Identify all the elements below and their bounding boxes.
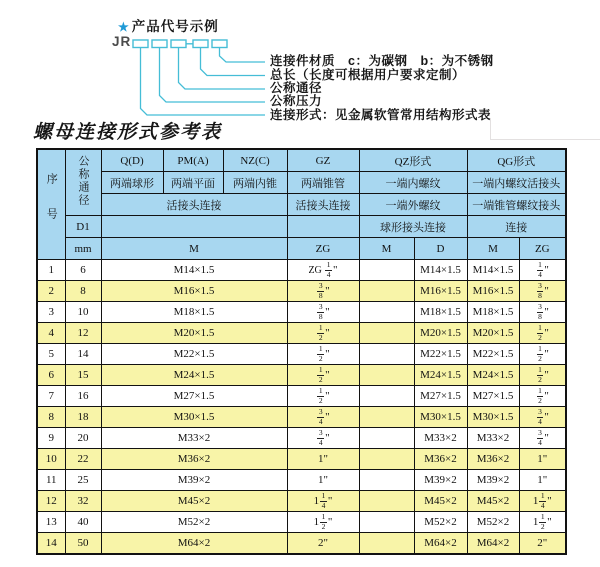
header-blank-gz (287, 216, 359, 238)
cell-m: M22×1.5 (101, 344, 287, 365)
header-seq: 序号 (37, 149, 65, 260)
cell-m: M18×1.5 (101, 302, 287, 323)
table-row (37, 491, 566, 512)
cell-m: M27×1.5 (101, 386, 287, 407)
cell-m: M45×2 (101, 491, 287, 512)
cell-seq: 1 (37, 260, 65, 281)
table-header (37, 149, 566, 260)
cell-qz-m (359, 491, 414, 512)
cell-qg-m: M18×1.5 (467, 302, 519, 323)
cell-qg-zg: $\frac{3}{8}$ " (519, 281, 566, 302)
cell-gz: 1 $\frac{1}{4}$ " (287, 491, 359, 512)
cell-dn: 16 (65, 386, 101, 407)
cell-gz: $\frac{3}{4}$ " (287, 428, 359, 449)
header-code-nz: NZ(C) (223, 149, 287, 172)
header-desc-qg2: 一端锥管螺纹接头 (467, 194, 566, 216)
header-unit-qz-d: D (414, 238, 467, 260)
table-row (37, 323, 566, 344)
cell-m: M30×1.5 (101, 407, 287, 428)
cell-gz: ZG $\frac{1}{4}$ " (287, 260, 359, 281)
cell-m: M24×1.5 (101, 365, 287, 386)
table-row (37, 533, 566, 555)
cell-gz: 1 $\frac{1}{2}$ " (287, 512, 359, 533)
cell-m: M39×2 (101, 470, 287, 491)
code-box (152, 40, 167, 48)
cell-seq: 11 (37, 470, 65, 491)
header-desc-qg1: 一端内螺纹活接头 (467, 172, 566, 194)
table-row (37, 281, 566, 302)
cell-qz-d: M14×1.5 (414, 260, 467, 281)
table-row (37, 470, 566, 491)
header-code-qg: QG形式 (467, 149, 566, 172)
cell-qg-m: M24×1.5 (467, 365, 519, 386)
header-unit-zg: ZG (287, 238, 359, 260)
cell-seq: 7 (37, 386, 65, 407)
cell-qz-m (359, 260, 414, 281)
cell-dn: 20 (65, 428, 101, 449)
header-unit-m: M (101, 238, 287, 260)
diagram-label-length: 总长（长度可根据用户要求定制） (270, 68, 466, 82)
cell-dn: 32 (65, 491, 101, 512)
header-desc-qz2: 一端外螺纹 (359, 194, 467, 216)
cell-seq: 3 (37, 302, 65, 323)
cell-dn: 40 (65, 512, 101, 533)
diagram-label-pressure: 公称压力 (270, 94, 323, 108)
cell-qg-m: M14×1.5 (467, 260, 519, 281)
cell-gz: 2" (287, 533, 359, 555)
header-blank-qpmnz (101, 216, 287, 238)
table-row (37, 260, 566, 281)
cell-qz-m (359, 386, 414, 407)
cell-qz-d: M16×1.5 (414, 281, 467, 302)
cell-dn: 8 (65, 281, 101, 302)
cell-qg-zg: $\frac{1}{2}$ " (519, 365, 566, 386)
cell-qz-m (359, 323, 414, 344)
cell-seq: 6 (37, 365, 65, 386)
header-unit-qg-m: M (467, 238, 519, 260)
header-dn: 公称通径 (65, 149, 101, 216)
scan-artifact-line (490, 118, 600, 140)
leader-line (160, 48, 266, 103)
header-code-pm: PM(A) (163, 149, 223, 172)
cell-qg-zg: 2" (519, 533, 566, 555)
header-unit-qz-m: M (359, 238, 414, 260)
table-row (37, 365, 566, 386)
cell-dn: 22 (65, 449, 101, 470)
table-body (37, 260, 566, 555)
header-code-qz: QZ形式 (359, 149, 467, 172)
cell-qg-m: M30×1.5 (467, 407, 519, 428)
cell-m: M36×2 (101, 449, 287, 470)
header-mm: mm (65, 238, 101, 260)
cell-qg-zg: $\frac{3}{4}$ " (519, 428, 566, 449)
cell-qz-m (359, 470, 414, 491)
cell-qg-zg: $\frac{3}{4}$ " (519, 407, 566, 428)
cell-qz-d: M30×1.5 (414, 407, 467, 428)
cell-gz: $\frac{3}{4}$ " (287, 407, 359, 428)
cell-qg-zg: $\frac{1}{4}$ " (519, 260, 566, 281)
cell-qz-d: M33×2 (414, 428, 467, 449)
cell-qz-m (359, 281, 414, 302)
cell-m: M16×1.5 (101, 281, 287, 302)
cell-qz-m (359, 449, 414, 470)
diagram-label-connection: 连接形式：见金属软管常用结构形式表 (270, 108, 492, 122)
cell-qz-d: M18×1.5 (414, 302, 467, 323)
header-unit-qg-zg: ZG (519, 238, 566, 260)
cell-seq: 13 (37, 512, 65, 533)
cell-seq: 8 (37, 407, 65, 428)
cell-gz: $\frac{3}{8}$ " (287, 281, 359, 302)
cell-m: M52×2 (101, 512, 287, 533)
cell-dn: 10 (65, 302, 101, 323)
code-box (212, 40, 227, 48)
cell-qg-m: M39×2 (467, 470, 519, 491)
cell-qg-zg: $\frac{1}{2}$ " (519, 386, 566, 407)
cell-qg-zg: 1 $\frac{1}{4}$ " (519, 491, 566, 512)
diagram-title-text: 产品代号示例 (131, 19, 219, 34)
header-desc-gz: 两端锥管 (287, 172, 359, 194)
diagram-label-material: 连接件材质 c：为碳钢 b：为不锈钢 (270, 54, 494, 68)
table-row (37, 512, 566, 533)
star-icon: ★ (118, 20, 130, 34)
cell-qz-d: M20×1.5 (414, 323, 467, 344)
table-title: 螺母连接形式参考表 (33, 121, 223, 143)
cell-qz-d: M45×2 (414, 491, 467, 512)
cell-qz-m (359, 512, 414, 533)
header-desc-qz1: 一端内螺纹 (359, 172, 467, 194)
code-box (193, 40, 208, 48)
cell-dn: 14 (65, 344, 101, 365)
cell-dn: 50 (65, 533, 101, 555)
cell-qz-m (359, 428, 414, 449)
cell-dn: 18 (65, 407, 101, 428)
cell-gz: $\frac{1}{2}$ " (287, 365, 359, 386)
cell-m: M20×1.5 (101, 323, 287, 344)
cell-seq: 9 (37, 428, 65, 449)
cell-m: M33×2 (101, 428, 287, 449)
code-box (133, 40, 148, 48)
header-d1: D1 (65, 216, 101, 238)
cell-seq: 10 (37, 449, 65, 470)
cell-qg-m: M27×1.5 (467, 386, 519, 407)
table-row (37, 407, 566, 428)
cell-seq: 12 (37, 491, 65, 512)
cell-qz-m (359, 344, 414, 365)
cell-gz: 1" (287, 449, 359, 470)
cell-qg-zg: 1 $\frac{1}{2}$ " (519, 512, 566, 533)
cell-qz-d: M22×1.5 (414, 344, 467, 365)
cell-seq: 4 (37, 323, 65, 344)
table-row (37, 386, 566, 407)
cell-seq: 14 (37, 533, 65, 555)
header-desc-nz: 两端内锥 (223, 172, 287, 194)
cell-qg-zg: $\frac{1}{2}$ " (519, 344, 566, 365)
cell-qg-m: M33×2 (467, 428, 519, 449)
table-row (37, 302, 566, 323)
header-desc-q: 两端球形 (101, 172, 163, 194)
cell-qg-zg: $\frac{3}{8}$ " (519, 302, 566, 323)
cell-qg-zg: $\frac{1}{2}$ " (519, 323, 566, 344)
cell-qg-zg: 1" (519, 470, 566, 491)
leader-line (179, 48, 266, 90)
cell-gz: $\frac{1}{2}$ " (287, 344, 359, 365)
cell-m: M14×1.5 (101, 260, 287, 281)
cell-qg-m: M20×1.5 (467, 323, 519, 344)
product-code-prefix: JR (112, 34, 132, 49)
cell-qz-m (359, 365, 414, 386)
header-code-q: Q(D) (101, 149, 163, 172)
cell-gz: 1" (287, 470, 359, 491)
header-desc-pm: 两端平面 (163, 172, 223, 194)
diagram-label-diameter: 公称通径 (270, 81, 323, 95)
cell-gz: $\frac{3}{8}$ " (287, 302, 359, 323)
cell-qg-m: M52×2 (467, 512, 519, 533)
cell-seq: 2 (37, 281, 65, 302)
header-joint-gz: 活接头连接 (287, 194, 359, 216)
leader-line (220, 48, 266, 63)
cell-qz-d: M27×1.5 (414, 386, 467, 407)
cell-m: M64×2 (101, 533, 287, 555)
cell-qz-d: M64×2 (414, 533, 467, 555)
table-row (37, 428, 566, 449)
cell-gz: $\frac{1}{2}$ " (287, 323, 359, 344)
cell-qz-d: M24×1.5 (414, 365, 467, 386)
cell-qz-m (359, 302, 414, 323)
cell-dn: 25 (65, 470, 101, 491)
header-joint-qz: 球形接头连接 (359, 216, 467, 238)
cell-gz: $\frac{1}{2}$ " (287, 386, 359, 407)
cell-dn: 15 (65, 365, 101, 386)
cell-qz-d: M52×2 (414, 512, 467, 533)
cell-qg-m: M36×2 (467, 449, 519, 470)
nut-connection-reference-table (36, 148, 567, 555)
cell-qz-m (359, 533, 414, 555)
header-joint-qpmnz: 活接头连接 (101, 194, 287, 216)
cell-qg-m: M22×1.5 (467, 344, 519, 365)
cell-qz-d: M36×2 (414, 449, 467, 470)
cell-qg-m: M45×2 (467, 491, 519, 512)
table-row (37, 344, 566, 365)
cell-seq: 5 (37, 344, 65, 365)
header-code-gz: GZ (287, 149, 359, 172)
cell-qg-zg: 1" (519, 449, 566, 470)
header-joint-qg: 连接 (467, 216, 566, 238)
cell-dn: 6 (65, 260, 101, 281)
table-row (37, 449, 566, 470)
cell-dn: 12 (65, 323, 101, 344)
product-code-diagram (0, 0, 600, 122)
cell-qz-d: M39×2 (414, 470, 467, 491)
cell-qz-m (359, 407, 414, 428)
cell-qg-m: M64×2 (467, 533, 519, 555)
code-box (171, 40, 186, 48)
diagram-title (118, 15, 219, 35)
cell-qg-m: M16×1.5 (467, 281, 519, 302)
